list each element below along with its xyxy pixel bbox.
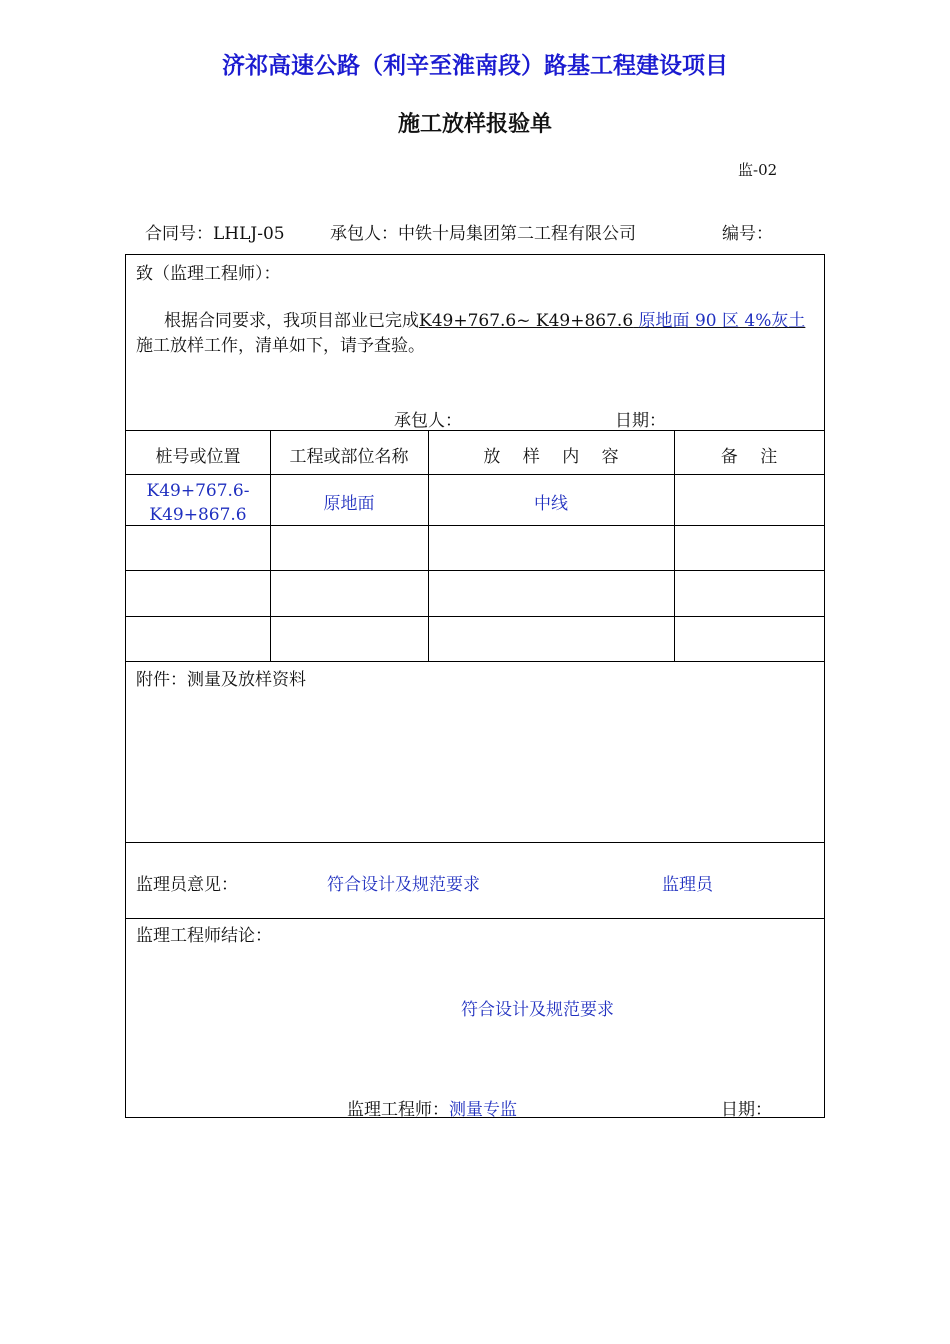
number-label: 编号： xyxy=(722,224,773,244)
row1-content: 中线 xyxy=(534,494,568,514)
engineer-date-label: 日期： xyxy=(721,1100,772,1120)
table-header-line xyxy=(126,474,824,475)
table-top-line xyxy=(126,430,824,431)
to-supervisor-line: 致（监理工程师）： xyxy=(136,264,281,284)
notice-body-line2: 施工放样工作，清单如下，请予查验。 xyxy=(136,336,425,356)
notice-body-prefix: 根据合同要求，我项目部业已完成 xyxy=(164,311,419,331)
inspector-bottom-line xyxy=(126,918,824,919)
engineer-sign-label: 监理工程师： xyxy=(347,1100,449,1120)
table-row-line xyxy=(126,616,824,617)
header-layout-content: 放 样 内 容 xyxy=(483,447,619,467)
engineer-conclusion-label: 监理工程师结论： xyxy=(136,926,272,946)
contractor-label: 承包人： xyxy=(330,224,398,244)
attachment-bottom-line xyxy=(126,842,824,843)
engineer-signature: 测量专监 xyxy=(449,1100,517,1120)
contract-label: 合同号： xyxy=(145,224,213,244)
project-title: 济祁高速公路（利辛至淮南段）路基工程建设项目 xyxy=(222,52,728,79)
attachment-label: 附件：测量及放样资料 xyxy=(136,670,306,690)
row1-location: K49+767.6- K49+867.6 xyxy=(146,481,250,525)
contractor-sign-label: 承包人： xyxy=(394,411,462,431)
inspector-opinion-label: 监理员意见： xyxy=(136,875,238,895)
header-part-name: 工程或部位名称 xyxy=(289,447,409,467)
inspector-signature: 监理员 xyxy=(662,875,713,895)
form-code: 监-02 xyxy=(738,161,778,179)
header-remark: 备 注 xyxy=(720,447,778,467)
form-title: 施工放样报验单 xyxy=(397,111,552,137)
table-bottom-line xyxy=(126,661,824,662)
notice-date-label: 日期： xyxy=(615,411,666,431)
form-frame xyxy=(125,254,825,1118)
notice-body-line1 xyxy=(164,306,805,331)
contract-number xyxy=(145,219,285,244)
contract-value: LHLJ-05 xyxy=(213,224,285,244)
notice-body-range: K49+767.6~ K49+867.6 原地面 90 区 4%灰土 xyxy=(419,311,806,331)
row1-part: 原地面 xyxy=(323,494,375,514)
engineer-conclusion: 符合设计及规范要求 xyxy=(461,1000,614,1020)
engineer-sign xyxy=(347,1095,517,1120)
contractor-value: 中铁十局集团第二工程有限公司 xyxy=(398,224,636,244)
contractor xyxy=(330,219,636,244)
table-row-line xyxy=(126,570,824,571)
inspector-opinion: 符合设计及规范要求 xyxy=(327,875,480,895)
header-location: 桩号或位置 xyxy=(155,447,241,467)
